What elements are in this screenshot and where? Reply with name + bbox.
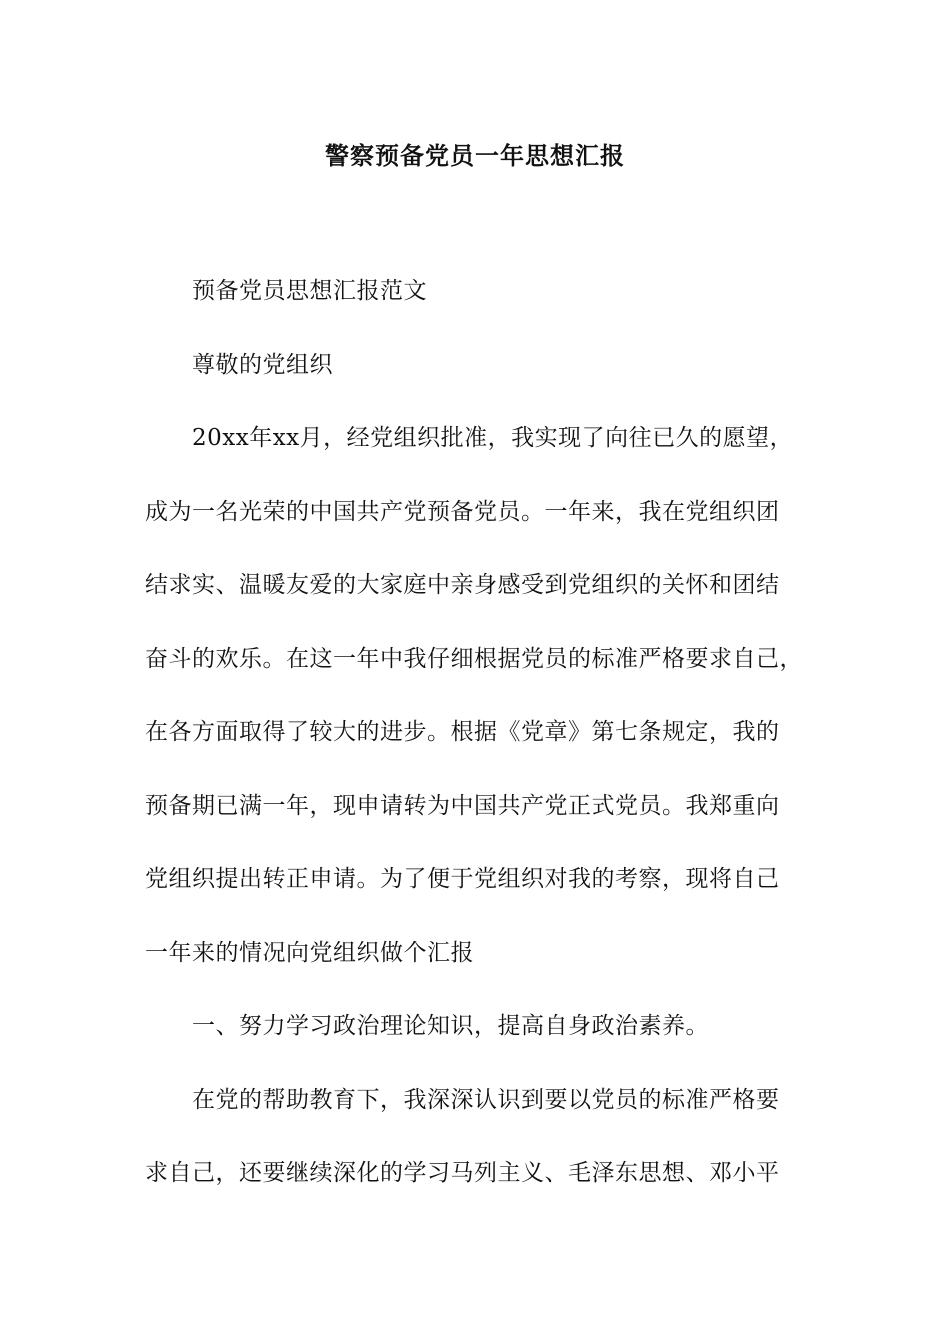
body-line: 党组织提出转正申请。为了便于党组织对我的考察，现将自己 [145, 866, 780, 892]
body-line: 成为一名光荣的中国共产党预备党员。一年来，我在党组织团 [145, 498, 780, 525]
body-line: 奋斗的欢乐。在这一年中我仔细根据党员的标准严格要求自己， [145, 645, 803, 672]
body-line: 20xx年xx月，经党组织批准，我实现了向往已久的愿望， [192, 425, 794, 451]
body-line: 一年来的情况向党组织做个汇报 [145, 939, 474, 966]
body-line: 在各方面取得了较大的进步。根据《党章》第七条规定，我的 [145, 719, 780, 745]
body-line: 求自己，还要继续深化的学习马列主义、毛泽东思想、邓小平 [145, 1160, 780, 1186]
body-line: 结求实、温暖友爱的大家庭中亲身感受到党组织的关怀和团结 [145, 572, 780, 598]
document-title: 警察预备党员一年思想汇报 [325, 141, 625, 170]
body-line: 尊敬的党组织 [192, 351, 333, 378]
document-body [145, 255, 815, 1211]
body-line: 预备党员思想汇报范文 [192, 278, 427, 304]
body-line: 预备期已满一年，现申请转为中国共产党正式党员。我郑重向 [145, 792, 780, 819]
body-line: 在党的帮助教育下，我深深认识到要以党员的标准严格要 [192, 1086, 780, 1113]
body-line: 一、努力学习政治理论知识，提高自身政治素养。 [192, 1013, 709, 1039]
